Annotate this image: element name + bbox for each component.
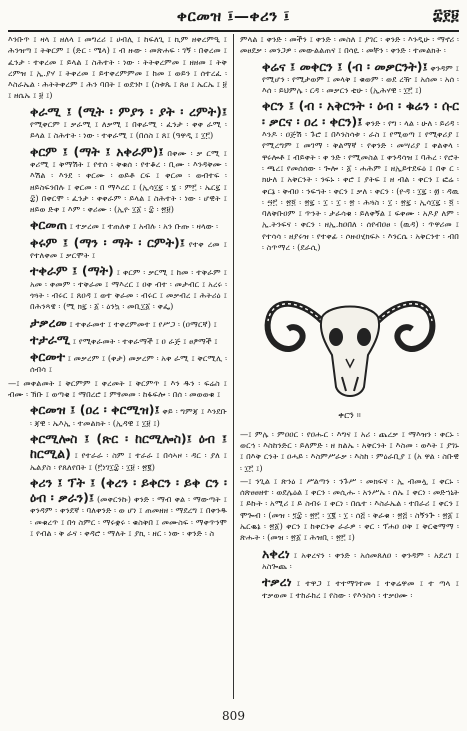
- dictionary-entry: [8, 235, 227, 262]
- entry-headword: ተቃረነ: [262, 574, 292, 590]
- entry-definition: በቀሙ ፡ ቃ ርሚ ፤ ቀሪሚ ፤ ቅማሽት ፤ የተሰ ፡ ቅቁሰ ፡ የተቆረ ፡ ቢሙ ፡ እንዳቅሙ ፡ እሽል ፡ እንደ ፡ ቀርሙ ፡ ወይቶ ርፍ ፤ ቀርመ ፡ ወብተፍ ፡ ዘይስፍንበሉ ፤ ቀርመ ፡ በ ማእረር ፤ (ኢሳ፲፯ ፡ ፮ ፡ ም፫ ፡ ኤር፯ ፤ ፰) በቀርሞ ፡ ፈንታ ፡ ቀቀራም ፡ ይላል ፤ ስሕተት ፡ ነው ፡ ሆዊት ፤ ዘይወ ድቀ ፤ እም ፡ ቀሪሙ ፡ (ኢዮ ፲፩ ፡ ፰ ፡ ፳፱): [30, 147, 227, 215]
- left-column: [8, 34, 227, 699]
- entry-definition: ፤ መቃረም ፤ (ቀታ) መቃረም ፡ አቀ ራሚ ፤ ቅርሚሊ ፡ ሰብሳ ፤: [30, 353, 227, 375]
- entry-definition: ፤ አቀረናን ፡ ቀንድ ፡ አሰመጸለዐ ፡ ቀንዳም ፡ አደረገ ፤ አስጐጨ ፡: [262, 549, 459, 571]
- skull: [320, 307, 378, 397]
- entry-definition: የሚቀርም ፤ ቃራሚ ፤ ለቃሚ ፤ በቀራሚ ፡ ፈንታ ፡ ቀቀ ራሚ ፡ ይላል ፤ ስሕተት ፡ ነው ፡ ተቀራሚ ፤ (በሰስ ፤ ጸ፤ (ዓዋዲ ፤ ፲፫): [30, 119, 227, 141]
- entry-definition: ፤ ተዋጋ ፤ ተተማገተመ ፤ ተቀሬዋመ ፤ ተ ጣላ ፤ ተቃወመ ፤ ተከራከረ ፤ የስው ፡ የእንስሳ ፡ ተቃዐሙ ፡: [262, 578, 459, 600]
- dictionary-entry: [240, 546, 459, 573]
- entry-headword: ቀራሚ ፤ (ሚት ፡ ምያን ፡ ያት ፡ ረምት)፤: [30, 103, 227, 119]
- left-horn: [267, 304, 321, 349]
- entry-headword: አቀረነ: [262, 545, 290, 561]
- dictionary-entry: [8, 144, 227, 216]
- dictionary-entry: [240, 34, 459, 57]
- dictionary-entry: [240, 98, 459, 253]
- entry-definition: —፤ ምሌ ፡ ምዐዐር ፡ የዐሑር ፡ እግና ፤ አሪ ፡ ጨረቃ ፤ ማእዝን ፡ ቀርኑ ፡ ወርኅ ፡ እስከንድር ፡ ይለምድ ፡ ዘ ክልኤ ፡ አቅርንት ፤ እስመ ፡ ወእት ፤ ያገኑ ፤ በእቅ ርንት ፤ ዐሓይ ፡ እስምሥራቃ ፡ እስከ ፡ ምዕራቢያ ፤ (አ ዋል ፡ ስቡዊ ፡ ፲፫ ፤): [240, 428, 459, 473]
- ram-skull-illustration: [260, 259, 440, 409]
- entry-definition: ቀንድ ፡ የግ ፡ ላል ፡ ሁለ ፡ ይሪዳ ፡ እንዶ ፡ ዐጅሽ ፡ ጉሮ ፤ በእንስሳቱ ፡ ራስ ፤ የሚወጣ ፤ የሚቀሪያ ፤ የሚረግም ፤ መገማ ፡ ቅልማኛ ፡ የቀንድ ፡ መሣሪያ ፤ ቀልቀላ ፡ ዋሩሎቶ ፤ ብይቀት ፡ ቀ ንድ ፡ የሚመስል ፤ ቀንዳሳዝ ፤ ባሕረ ፡ የሮት ፡ ጫረ፤ የመሰሰው ፡ ጐሎ ፡ ፩ ፡ ሐሕም ፤ ዘኢይተደፍዕ ፤ በቀ ር ፡ ክሁለ ፤ አቅርንት ፡ ንፍኑ ፡ ቀሮ ፤ ያትፍ ፤ ዘ ብል ፡ ቀርን ፤ ፎሬ ፡ ቀርኔ ፡ ቅብዐ ፡ ንፍኀት ፡ ቀርን ፤ ቃለ ፡ ቀርን ፡ (ዮዳ ፡ ፲፯ ፡ ፴ ፡ ዳዉ ፡ ፵፫ ፡ ፳፬ ፡ ፳፯ ፡ ፲ ፡ ፲ ፡ ፳ ፡ ሕጓስ ፡ ፲ ፡ ፳፯ ፡ ኢሳ፲፯ ፡ ፬ ፡ ባለቅቡዐም ፤ ጥንት ፡ ታራሳቁ ፡ ይለቀኝል ፤ ፍቀሙ ፡ አዶያ ለም ፡ ኢ.ትንፍና ፡ ቀርን ፡ ዘኢ.ከዐበለ ፡ ሰየብዐፀ ፡ (ዉዳ) ፡ ጥዋሪመ ፤ የተሳሳ ፡ ዘያሩዝ ፡ የተቀፊ ፡ ሶዙዐሂክፍኦ ፡ እንርሴ ፡ አቅርንተ ፡ ብበ ፡ ስጥማረ ፡ (ደራሲ): [262, 117, 459, 253]
- dictionary-entry: [240, 59, 459, 97]
- entry-headword: ቀርመዝ ፤ (ዐረ ፡ ቀርሚዝ)፤: [30, 402, 160, 418]
- entry-headword: ቀርሚሎስ ፤ (ጽር ፡ ከርሚሎስ)፤ ዕብ ፤ ከርሚል): [30, 430, 227, 462]
- entry-headword: ተቀራም ፤ (ማት): [30, 263, 114, 279]
- dictionary-entry: [8, 104, 227, 142]
- entry-definition: ቀይ ፡ ግምጃ ፤ እንደቡ ፡ ጃዊ ፡ ኤእኢ ፡ ተመልክት ፡ (ኢዳዊ ፤ ፲፱ ፤): [30, 406, 227, 428]
- entry-headword: ቀርም ፤ (ማት ፤ አቀራም)፤: [30, 143, 164, 159]
- dictionary-entry: [8, 431, 227, 473]
- column-divider: [233, 34, 234, 699]
- dictionary-entry: [8, 402, 227, 429]
- dictionary-entry: [8, 332, 227, 347]
- dictionary-entry: [8, 263, 227, 312]
- dictionary-entry: [8, 34, 227, 102]
- page-number: 809: [222, 709, 245, 723]
- dictionary-entry: [240, 429, 459, 474]
- page-header: [8, 4, 459, 32]
- dictionary-entry: [240, 574, 459, 601]
- entry-headword: ቀርመተ: [30, 349, 66, 365]
- entry-definition: ፤ ቀርም ፡ ቃርሚ ፤ ከመ ፡ ተቅራም ፤ አመ ፡ ቀመም ፡ ተቅራመ ፤ ማእረር ፤ ዐቀ ብተ ፡ መታብር ፤ አረሩ ፡ ጎጓት ፡ ብሩር ፤ ጸዐዳ ፤ ወተ ቅራመ ፡ ብሩር ፤ መቃብረ ፤ ሕትሪዕ ፤ በሕንጻዌ ፡ (ሚ ክ፯ ፡ ፩ ፡ ዕንኳ ፡ መቢ፲፩ ፡ ቀፌ): [30, 267, 227, 312]
- entry-definition: (መቀርንኩ) ቀንድ ፡ ማብ ቀል ፡ ማውጣት ፤ ቀንዳም ፡ ቀንደኛ ፡ ባለቀንድ ፡ ወ ሆነ ፤ ጠመዘዘ ፡ ማደረግ ፤ በቀንዱ ፡ መቁረጥ ፤ በጎ ስምር ፡ ማሩቋሩ ፡ ቁስቅበ ፤ መሙስፍ ፡ ማቀጥንሞ ፤ የብል ፡ ቅ ራና ፡ ቀዳሮ ፡ ማለት ፤ ያኪ ፡ ዘር ፡ ነው ፡ ቀንድ ፡ ስ: [30, 494, 227, 538]
- entry-headword: ቀርን ፤ (ብ ፡ አቅርንት ፡ ዕብ ፡ ቁሬን ፡ ሱር ፡ ቃርና ፡ ዐረ ፡ ቀርን)፤: [262, 98, 459, 129]
- entry-definition: ምላል ፤ ቀንድ ፡ መችን ፤ ቀንድ ፡ መስለ ፤ ያገር ፡ ቀንድ ፡ እንዲሁ ፡ ማኖሪ ፡ መፀደቃ ፡ መንጋዎ ፡ መውልልጠና ፤ በሳዪ ፡ መቸን ፡ ቀንድ ፡ ተመልክት ፡: [240, 34, 459, 56]
- right-column-top: [240, 34, 459, 253]
- dictionary-entry: [8, 217, 227, 232]
- entry-headword: ታቃረመ: [30, 314, 67, 330]
- entry-definition: ፤ ተቃረመ ፤ ተጠለቀ ፤ አብሉ ፡ አን ቡጡ ፡ ዛላው ፡: [69, 221, 219, 232]
- right-horn: [378, 304, 432, 349]
- dictionary-entry: [8, 315, 227, 330]
- entry-definition: ፤ የተራራ ፡ ስም ፤ ተራራ ፤ በሳኣዞ ፡ ዳር ፡ ያለ ፤ ኤልያስ ፡ የጸለየበት ፤ (፫ነገ፲፰ ፡ ፲፱ ፡ ፳፪): [30, 450, 227, 472]
- entry-definition: ቀንዳም ፤ የሚሆን ፡ የሚታወም ፤ መላቅ ፤ ቁወም ፡ ወደ ረዥ ፤ አሰመ ፡ አሰ ፡ እሰ ፡ ይህምሌ ፡ ርዳ ፡ መቃርን ቲሁ ፡ (ኢሕሃዊ ፡ ፲፫ ፤): [262, 62, 459, 96]
- right-column: [240, 34, 459, 699]
- entry-headword: ቀርመጠ: [30, 217, 67, 233]
- running-head: ቀርመዝ ፤—ቀሪን ፤: [176, 7, 291, 25]
- entry-definition: የተቀ ረመ ፤ የተለቀመ ፤ ቃርሞት ፤: [30, 238, 227, 261]
- ethiopic-page-number: ፰፻፱: [432, 6, 459, 24]
- entry-definition: ፤ የሚቀራመት ፡ ተቀራማች ፤ ዐ ራጅ ፤ ፀፆማች ፤: [72, 335, 218, 346]
- entry-definition: ፤ ተቀራመተ ፤ ተቀረምመተ ፤ የሥጋ ፡ (ዐማርኛ) ፤: [69, 318, 217, 329]
- entry-headword: ቀሪን ፤ ፕት ፤ (ቀረን ፡ ይቀርን ፡ ይቀ ርን ፡ ዕብ ፡ ቃራን)፤: [30, 474, 227, 506]
- entry-headword: ተታራሚ: [30, 331, 71, 347]
- dictionary-entry: [240, 476, 459, 544]
- entry-definition: እንቡጥ ፤ ዛላ ፤ ዘለላ ፤ መግረሪ ፤ ሀብሊ ፤ ከፍለጊ ፤ ኪም ዘቀረምዒ ፤ ሕንዝጣ ፤ ትቅርም ፤ (ድር ፡ ሜላ) ፤ ብ ዙው ፡ መጽሐፍ ፡ ገኝ ፡ በቀረመ ፤ ፈንታ ፡ ተቀረመ ፤ ይላል ፤ ስሕተት ፡ ነው ፡ ትትቀረምመ ፤ ዘዘመ ፤ ትቅ ረምዝ ፤ ኢ.ያሃ ፤ ትቀረመ ፤ ይተቀረምምመ ፤ ከመ ፤ ወይን ፤ ሰተረፈ ፡ እስራኤል ፡ ሕትትቀረም ፤ ሕን ባበት ፤ ወደንኮ ፤ (ስቱጴ ፤ ጸፀ ፤ ኤርኤ ፤ ፱ ፤ ዘሴኡ ፤ ፱ ፤): [8, 34, 227, 101]
- entry-definition: —፤ መቀልመት ፤ ቅርምም ፤ ቀረመት ፤ ቅርምጥ ፤ እን ዱን ፡ ፍሬስ ፤ ብሙ ፡ ኽቡ ፤ ወጣቄ ፤ ማበረሮ ፤ ምፃመመ ፡ ከፋፍሎ ፡ በሰ ፡ መወወቁ ፤: [8, 377, 227, 400]
- right-column-bottom: [240, 429, 459, 601]
- dictionary-entry: [8, 349, 227, 376]
- dictionary-entry: [8, 475, 227, 539]
- entry-definition: —፤ ንጊል ፤ ጽንዕ ፤ ሥልጣን ፡ ንጉሥ ፡ መክፍና ፡ ኢ ብመሏ ፤ ቀርኑ ፡ ሰጽፀፀዘተ ፡ ወደሌዕል ፤ ቀርን ፡ መሲሑ ፡ አንሥኡ ፡ ሰኡ ፤ ቀርነ ፡ መድኀኒት ፤ ይኩት ፡ አሚሪ ፤ ይ ስብሩ ፤ ቀርነ ፡ በሴተ ፡ እስራኤል ፡ ተበራሪ ፤ ቀርን ፤ ሞጐብ ፡ (መዝ ፡ ፺፰ ፡ ፳፫ ፡ ፲፪ ፡ ፲ ፡ ሰ፭ ፡ ቅራቁ ፡ ፳፭ ፡ ስኝንጕ ፡ ፳፩ ፤ ኤርቈኔ ፡ ፳፩) ቀርን ፤ ከቀርንቀ ራራዎ ፡ ቀር ፡ ፕሐዐ ዐቅ ፤ ቅርቂማማ ፡ ጽሑት ፡ (መዝ ፡ ፳፩ ፤ ሕዝቢ ፡ ፳፫ ፤): [240, 475, 459, 543]
- entry-headword: ቀሬና ፤ መቀርን ፤ (ብ ፡ መቃርንት)፤: [262, 58, 428, 74]
- dictionary-entry: [8, 378, 227, 401]
- ram-skull-figure: [240, 259, 459, 409]
- entry-headword: ቀሩም ፤ (ማን ፡ ማት ፡ ርምት)፤: [30, 234, 185, 250]
- figure-caption: ቀርን ።: [338, 411, 361, 422]
